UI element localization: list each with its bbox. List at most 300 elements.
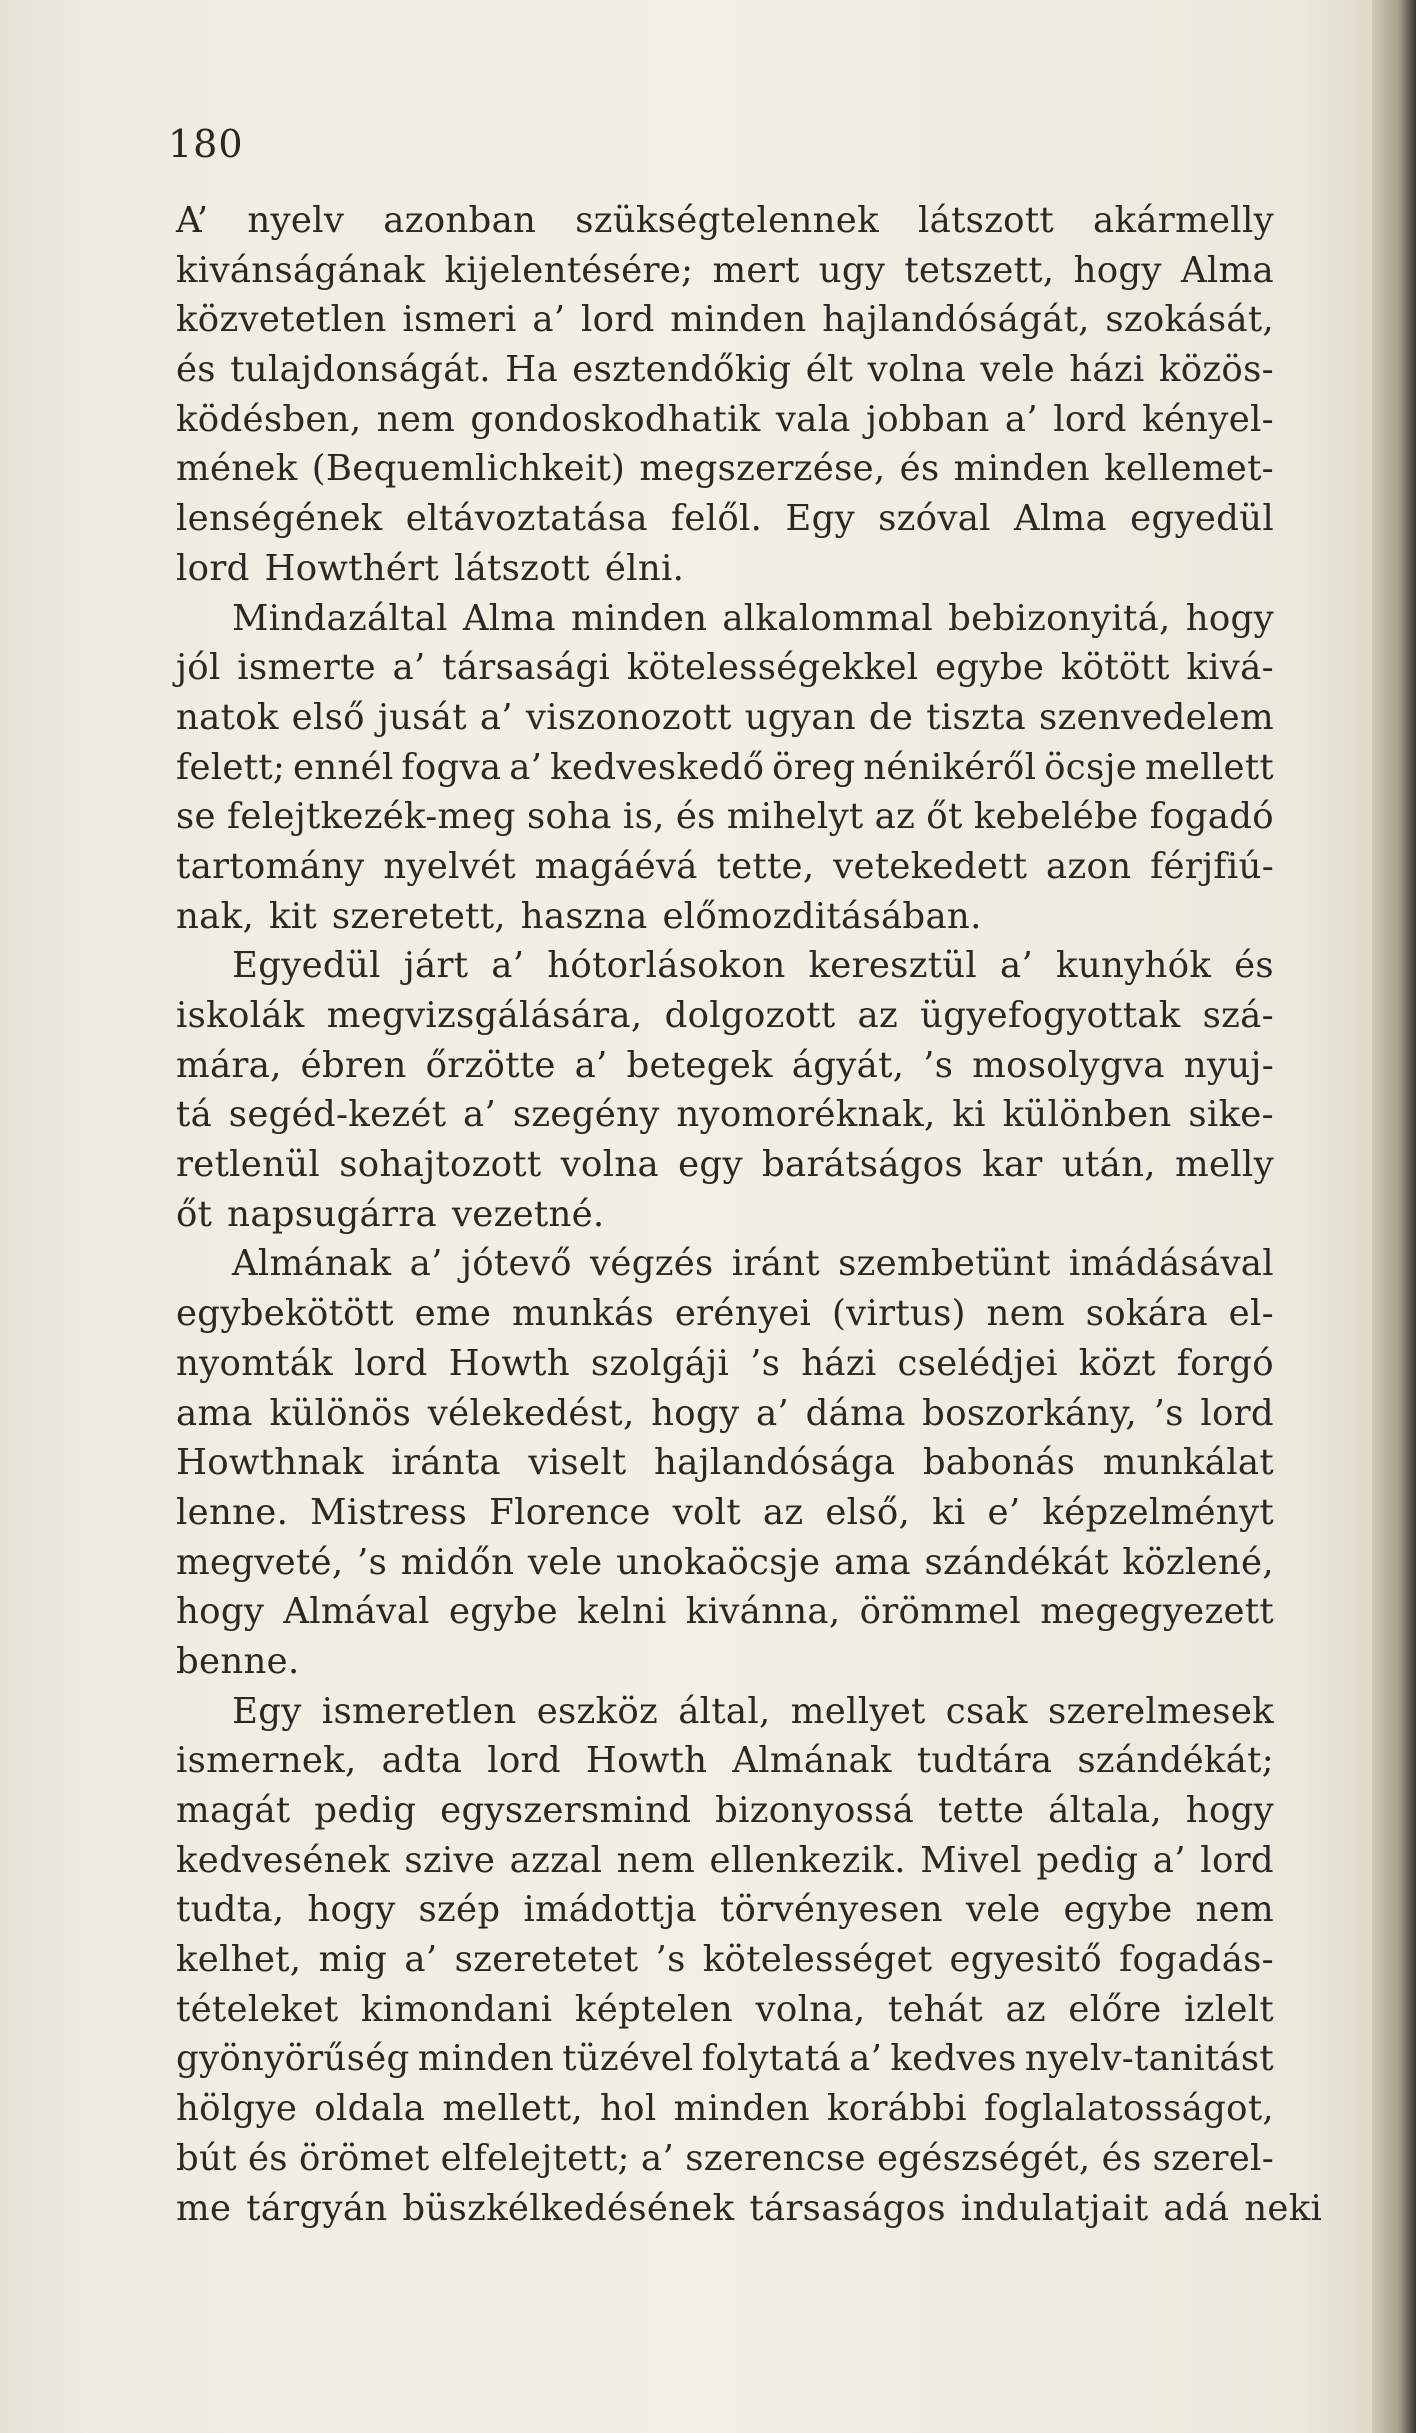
word: a’ — [409, 1243, 443, 1285]
word: vezetné. — [451, 1193, 605, 1235]
word: babonás — [922, 1442, 1076, 1484]
text-line — [176, 395, 1274, 445]
word: gondoskodhatik — [470, 398, 761, 440]
word: élt — [805, 349, 854, 391]
word: tételeket — [176, 1988, 339, 2030]
word: eltávoztatása — [405, 498, 648, 540]
word: kedvesének — [176, 1839, 390, 1881]
word: közlené, — [1122, 1541, 1274, 1583]
word: egyszersmind — [440, 1790, 692, 1831]
word: dáma — [805, 1392, 906, 1434]
word: nem — [1195, 1889, 1274, 1931]
word: nyomták — [176, 1342, 333, 1384]
word: fogadó — [1149, 796, 1274, 838]
word: bizonyossá — [715, 1790, 915, 1831]
word: a’ — [491, 945, 525, 987]
word: jobban — [866, 398, 990, 440]
word: a’ — [849, 2038, 883, 2080]
word: jusát — [377, 696, 467, 738]
word: különben — [1002, 1094, 1172, 1136]
word: járt — [403, 945, 469, 987]
word: tárgyán — [246, 2187, 388, 2229]
word: gyönyörűség — [176, 2038, 410, 2080]
word: betegek — [626, 1044, 773, 1086]
word: őrzötte — [425, 1044, 556, 1086]
word: ’s — [1153, 1392, 1184, 1434]
word: viszonozott — [525, 696, 732, 738]
word: Mivel — [920, 1839, 1022, 1881]
word: is, — [622, 796, 665, 838]
word: Alma — [1013, 498, 1107, 540]
word: ágyát, — [791, 1044, 905, 1086]
word: imádottja — [523, 1889, 697, 1931]
word: korábbi — [826, 2088, 967, 2130]
text-line — [176, 1736, 1274, 1786]
word: előre — [1068, 1988, 1162, 2030]
word: örömmel — [859, 1591, 1022, 1633]
word: egyesitő — [949, 1939, 1102, 1981]
word: a’ — [463, 1094, 497, 1136]
word: minden — [670, 299, 807, 341]
word: vele — [965, 1889, 1041, 1931]
word: minden — [953, 448, 1090, 490]
word: minden — [570, 597, 708, 639]
word: Howth — [585, 1740, 708, 1782]
word: ki — [932, 1491, 966, 1533]
word: midőn — [400, 1541, 515, 1583]
word: lord — [1053, 398, 1127, 440]
word: szeretett, — [331, 895, 506, 937]
word: haszna — [520, 895, 648, 937]
word: kimondani — [360, 1988, 553, 2030]
word: ismerte — [237, 647, 376, 689]
text-line — [176, 643, 1274, 693]
text-line — [176, 544, 1274, 594]
text-line — [176, 1538, 1274, 1588]
word: azzal — [509, 1839, 603, 1881]
word: minden — [673, 2088, 810, 2130]
word: végzés — [590, 1243, 714, 1285]
word: és — [1234, 945, 1274, 987]
word: tetszett, — [904, 249, 1055, 291]
word: a’ — [1004, 398, 1038, 440]
word: lord — [581, 299, 655, 341]
word: őt — [926, 796, 963, 838]
word: után, — [1061, 1144, 1156, 1186]
word: közös- — [1158, 349, 1274, 391]
word: munkálat — [1102, 1442, 1274, 1484]
text-line — [176, 941, 1274, 991]
word: Alma — [462, 597, 556, 639]
word: sokára — [1085, 1293, 1208, 1335]
word: mellett, — [442, 2088, 583, 2130]
word: kötött — [1060, 647, 1170, 689]
word: elfelejtett; — [440, 2137, 630, 2179]
word: büszkélkedésének — [402, 2187, 735, 2229]
word: jól — [176, 647, 221, 689]
text-line — [176, 1935, 1274, 1985]
word: vélekedést, — [427, 1392, 635, 1434]
word: ismeretlen — [321, 1690, 517, 1732]
word: ’s — [923, 1044, 954, 1086]
word: kedves — [890, 2038, 1017, 2080]
word: kelhet, — [176, 1939, 302, 1981]
word: folytatá — [701, 2038, 841, 2080]
word: közvetetlen — [176, 299, 387, 341]
word: lord — [1200, 1392, 1274, 1434]
word: által, — [678, 1690, 771, 1732]
word: társaságos — [749, 2187, 946, 2229]
word: képtelen — [574, 1988, 734, 2030]
word: segéd-kezét — [228, 1094, 447, 1136]
text-line — [176, 1885, 1274, 1935]
word: natok — [176, 696, 279, 738]
word: nem — [616, 1839, 696, 1881]
word: szándékát; — [1077, 1740, 1274, 1782]
word: a’ — [404, 1939, 438, 1981]
text-line — [176, 743, 1274, 793]
word: neki — [1244, 2187, 1323, 2229]
word: és — [1101, 2137, 1142, 2179]
word: felejtkezék-meg — [226, 796, 516, 838]
word: közt — [1078, 1342, 1156, 1384]
word: nyomoréknak, — [676, 1094, 936, 1136]
word: Alma — [1180, 249, 1274, 291]
word: a’ — [755, 1392, 790, 1434]
word: ki — [952, 1094, 986, 1136]
text-line — [176, 2184, 1323, 2234]
word: férjfiú- — [1150, 845, 1274, 887]
word: jótevő — [460, 1243, 572, 1285]
word: az — [857, 995, 898, 1036]
word: hol — [600, 2088, 657, 2130]
word: hölgye — [176, 2088, 298, 2130]
word: dolgozott — [664, 995, 836, 1036]
word: kötelességet — [702, 1939, 933, 1981]
text-line — [176, 345, 1274, 395]
word: magáévá — [534, 845, 698, 887]
word: kivánna, — [685, 1591, 841, 1633]
word: erényei — [674, 1293, 812, 1335]
word: ’s — [655, 1939, 686, 1981]
word: egyedül — [1130, 498, 1274, 540]
word: a’ — [532, 299, 566, 341]
word: kivánságának — [176, 249, 426, 291]
word: szerelmesek — [1047, 1690, 1274, 1732]
word: ismeri — [402, 299, 517, 341]
word: egybekötött — [176, 1293, 394, 1335]
text-line — [176, 1090, 1274, 1140]
word: szándékát — [924, 1541, 1109, 1583]
word: a’ — [574, 1044, 608, 1086]
word: mellyet — [790, 1690, 926, 1732]
word: az — [762, 1491, 804, 1533]
word: cselédjei — [897, 1342, 1058, 1384]
word: forgó — [1176, 1342, 1274, 1384]
word: lord — [487, 1740, 561, 1782]
word: és — [899, 448, 940, 490]
page-number: 180 — [168, 122, 244, 166]
word: melly — [1175, 1144, 1274, 1186]
word: hajlandóságát, — [822, 299, 1090, 341]
word: lenne. — [176, 1491, 289, 1533]
word: ’s — [357, 1541, 388, 1583]
word: vala — [775, 398, 851, 440]
word: egybe — [448, 1591, 558, 1633]
text-line — [176, 892, 1274, 942]
word: tá — [176, 1094, 213, 1136]
word: ennél — [292, 746, 394, 788]
word: előmozditásában. — [662, 895, 982, 937]
word: benne. — [176, 1640, 300, 1682]
word: Florence — [489, 1491, 651, 1533]
word: Almával — [283, 1591, 430, 1633]
word: egészségét, — [876, 2137, 1091, 2179]
word: látszott — [917, 200, 1054, 241]
word: hogy — [176, 1591, 265, 1633]
word: esztendőkig — [572, 349, 792, 391]
word: magát — [176, 1790, 291, 1831]
word: az — [1005, 1988, 1046, 2030]
word: tiszta — [926, 696, 1026, 738]
word: öcsje — [1044, 746, 1138, 788]
word: mára, — [176, 1044, 282, 1086]
word: törvényesen — [719, 1889, 943, 1931]
text-line — [176, 444, 1274, 494]
word: Egy — [785, 498, 856, 540]
word: ébren — [300, 1044, 407, 1086]
word: ugy — [818, 249, 886, 291]
text-line — [176, 295, 1274, 345]
word: de — [868, 696, 914, 738]
word: Almának — [232, 1243, 392, 1285]
text-line — [176, 1339, 1274, 1389]
text-line — [176, 1836, 1274, 1886]
text-line — [176, 2134, 1274, 2184]
word: tudtára — [916, 1740, 1053, 1782]
word: a’ — [392, 647, 426, 689]
word: tüzével — [562, 2038, 694, 2080]
text-line — [176, 1140, 1274, 1190]
word: eme — [414, 1293, 492, 1335]
word: Egyedül — [232, 945, 381, 987]
word: munkás — [511, 1293, 655, 1335]
word: azonban — [383, 200, 537, 241]
word: nyuj- — [1183, 1044, 1274, 1086]
word: különös — [269, 1392, 412, 1434]
word: ama — [833, 1541, 911, 1583]
word: retlenül — [176, 1144, 321, 1186]
word: lord — [353, 1342, 428, 1384]
word: nem — [376, 398, 456, 440]
word: a’ — [509, 746, 543, 788]
word: barátságos — [761, 1144, 963, 1186]
text-line — [176, 1289, 1274, 1339]
word: szeretetet — [454, 1939, 639, 1981]
word: nyelv — [247, 200, 345, 241]
word: kijelentésére; — [444, 249, 694, 291]
word: adá — [1163, 2187, 1230, 2229]
text-line — [176, 2034, 1274, 2084]
word: hogy — [1073, 249, 1162, 291]
word: minden — [417, 2038, 554, 2080]
word: szembetünt — [838, 1243, 1051, 1285]
word: hogy — [1185, 1790, 1274, 1831]
word: ugyan — [744, 696, 856, 738]
word: tette — [937, 1790, 1025, 1831]
text-line — [176, 1488, 1274, 1538]
word: egybe — [1063, 1889, 1173, 1931]
word: akármelly — [1093, 200, 1274, 241]
word: kelni — [577, 1591, 667, 1633]
word: oldala — [314, 2088, 426, 2130]
word: iránta — [391, 1442, 501, 1484]
word: mert — [712, 249, 800, 291]
word: szerencse — [685, 2137, 866, 2179]
word: boszorkány, — [922, 1392, 1137, 1434]
word: Egy — [232, 1690, 302, 1732]
word: iskolák — [176, 995, 305, 1036]
text-line — [176, 594, 1274, 644]
word: azon — [1046, 845, 1132, 887]
word: fogadás- — [1119, 1939, 1274, 1981]
word: ködésben, — [176, 398, 362, 440]
word: egy — [678, 1144, 743, 1186]
text-line — [176, 1389, 1274, 1439]
word: öreg — [772, 746, 856, 788]
word: mellett — [1144, 746, 1274, 788]
word: Mindazáltal — [232, 597, 448, 639]
word: örömet — [298, 2137, 430, 2179]
word: se — [176, 796, 216, 838]
word: szive — [404, 1839, 496, 1881]
word: pedig — [314, 1790, 417, 1831]
text-line — [176, 693, 1274, 743]
word: lord — [1200, 1839, 1274, 1881]
word: kar — [982, 1144, 1043, 1186]
word: mihelyt — [726, 796, 864, 838]
word: Ha — [505, 349, 558, 391]
word: hogy — [651, 1392, 740, 1434]
word: indulatjait — [960, 2187, 1149, 2229]
word: szokását, — [1105, 299, 1274, 341]
word: hogy — [1185, 597, 1274, 639]
word: a’ — [1000, 945, 1034, 987]
word: (Bequemlichkeit) — [311, 448, 626, 490]
word: ’s — [750, 1342, 781, 1384]
word: és — [675, 796, 716, 838]
word: soha — [526, 796, 612, 838]
word: volna — [867, 349, 966, 391]
word: az — [874, 796, 916, 838]
word: őt — [176, 1193, 213, 1235]
word: lenségének — [176, 498, 383, 540]
text-line — [176, 1687, 1274, 1737]
word: élni. — [604, 547, 685, 589]
text-line — [176, 842, 1274, 892]
word: vetekedett — [833, 845, 1028, 887]
word: tulajdonságát. — [230, 349, 491, 391]
word: Mistress — [310, 1491, 468, 1533]
word: ismernek, — [176, 1740, 357, 1782]
word: sike- — [1188, 1094, 1274, 1136]
word: megveté, — [176, 1541, 344, 1583]
word: ama — [176, 1392, 253, 1434]
word: sohajtozott — [339, 1144, 542, 1186]
word: kit — [268, 895, 317, 937]
word: egybe — [935, 647, 1045, 689]
word: ügyefogyottak — [920, 995, 1181, 1036]
word: szükségtelennek — [575, 200, 879, 241]
word: hótorlásokon — [547, 945, 786, 987]
word: iránt — [731, 1243, 820, 1285]
word: vele — [527, 1541, 603, 1583]
word: képzelményt — [1042, 1491, 1274, 1533]
word: csak — [945, 1690, 1028, 1732]
word: házi — [801, 1342, 877, 1384]
word: (virtus) — [831, 1293, 966, 1335]
word: szá- — [1202, 995, 1274, 1036]
word: nem — [986, 1293, 1065, 1335]
text-line — [176, 1041, 1274, 1091]
word: látszott — [453, 547, 590, 589]
text-line — [176, 991, 1274, 1041]
word: e’ — [987, 1491, 1021, 1533]
word: kötelességekkel — [626, 647, 919, 689]
word: viselt — [528, 1442, 627, 1484]
word: eszköz — [536, 1690, 659, 1732]
word: vele — [980, 349, 1055, 391]
word: ellenkezik. — [709, 1839, 906, 1881]
word: és — [176, 349, 216, 391]
word: Howth — [448, 1342, 570, 1384]
word: első, — [825, 1491, 911, 1533]
word: szerel- — [1152, 2137, 1274, 2179]
text-line — [176, 494, 1274, 544]
word: adta — [381, 1740, 463, 1782]
word: kunyhók — [1056, 945, 1212, 987]
word: Almának — [732, 1740, 892, 1782]
body-text — [176, 196, 1323, 2233]
word: me — [176, 2187, 232, 2229]
word: volna — [560, 1144, 659, 1186]
word: napsugárra — [227, 1193, 437, 1235]
word: volt — [672, 1491, 741, 1533]
word: Howthért — [264, 547, 440, 589]
word: első — [291, 696, 365, 738]
word: fogva — [401, 746, 502, 788]
word: kényel- — [1142, 398, 1274, 440]
text-line — [176, 1438, 1274, 1488]
text-line — [176, 1587, 1274, 1637]
word: kivá- — [1186, 647, 1274, 689]
word: megvizsgálására, — [326, 995, 643, 1036]
word: megegyezett — [1040, 1591, 1274, 1633]
word: Howthnak — [176, 1442, 364, 1484]
word: tehát — [887, 1988, 983, 2030]
word: bút — [176, 2137, 237, 2179]
word: megszerzése, — [639, 448, 886, 490]
word: mig — [318, 1939, 388, 1981]
word: szegény — [512, 1094, 660, 1136]
word: imádásával — [1068, 1243, 1274, 1285]
word: kedveskedő — [550, 746, 765, 788]
word: mének — [176, 448, 298, 490]
word: házi — [1069, 349, 1145, 391]
word: szép — [418, 1889, 501, 1931]
text-line — [176, 1985, 1274, 2035]
text-line — [176, 792, 1274, 842]
